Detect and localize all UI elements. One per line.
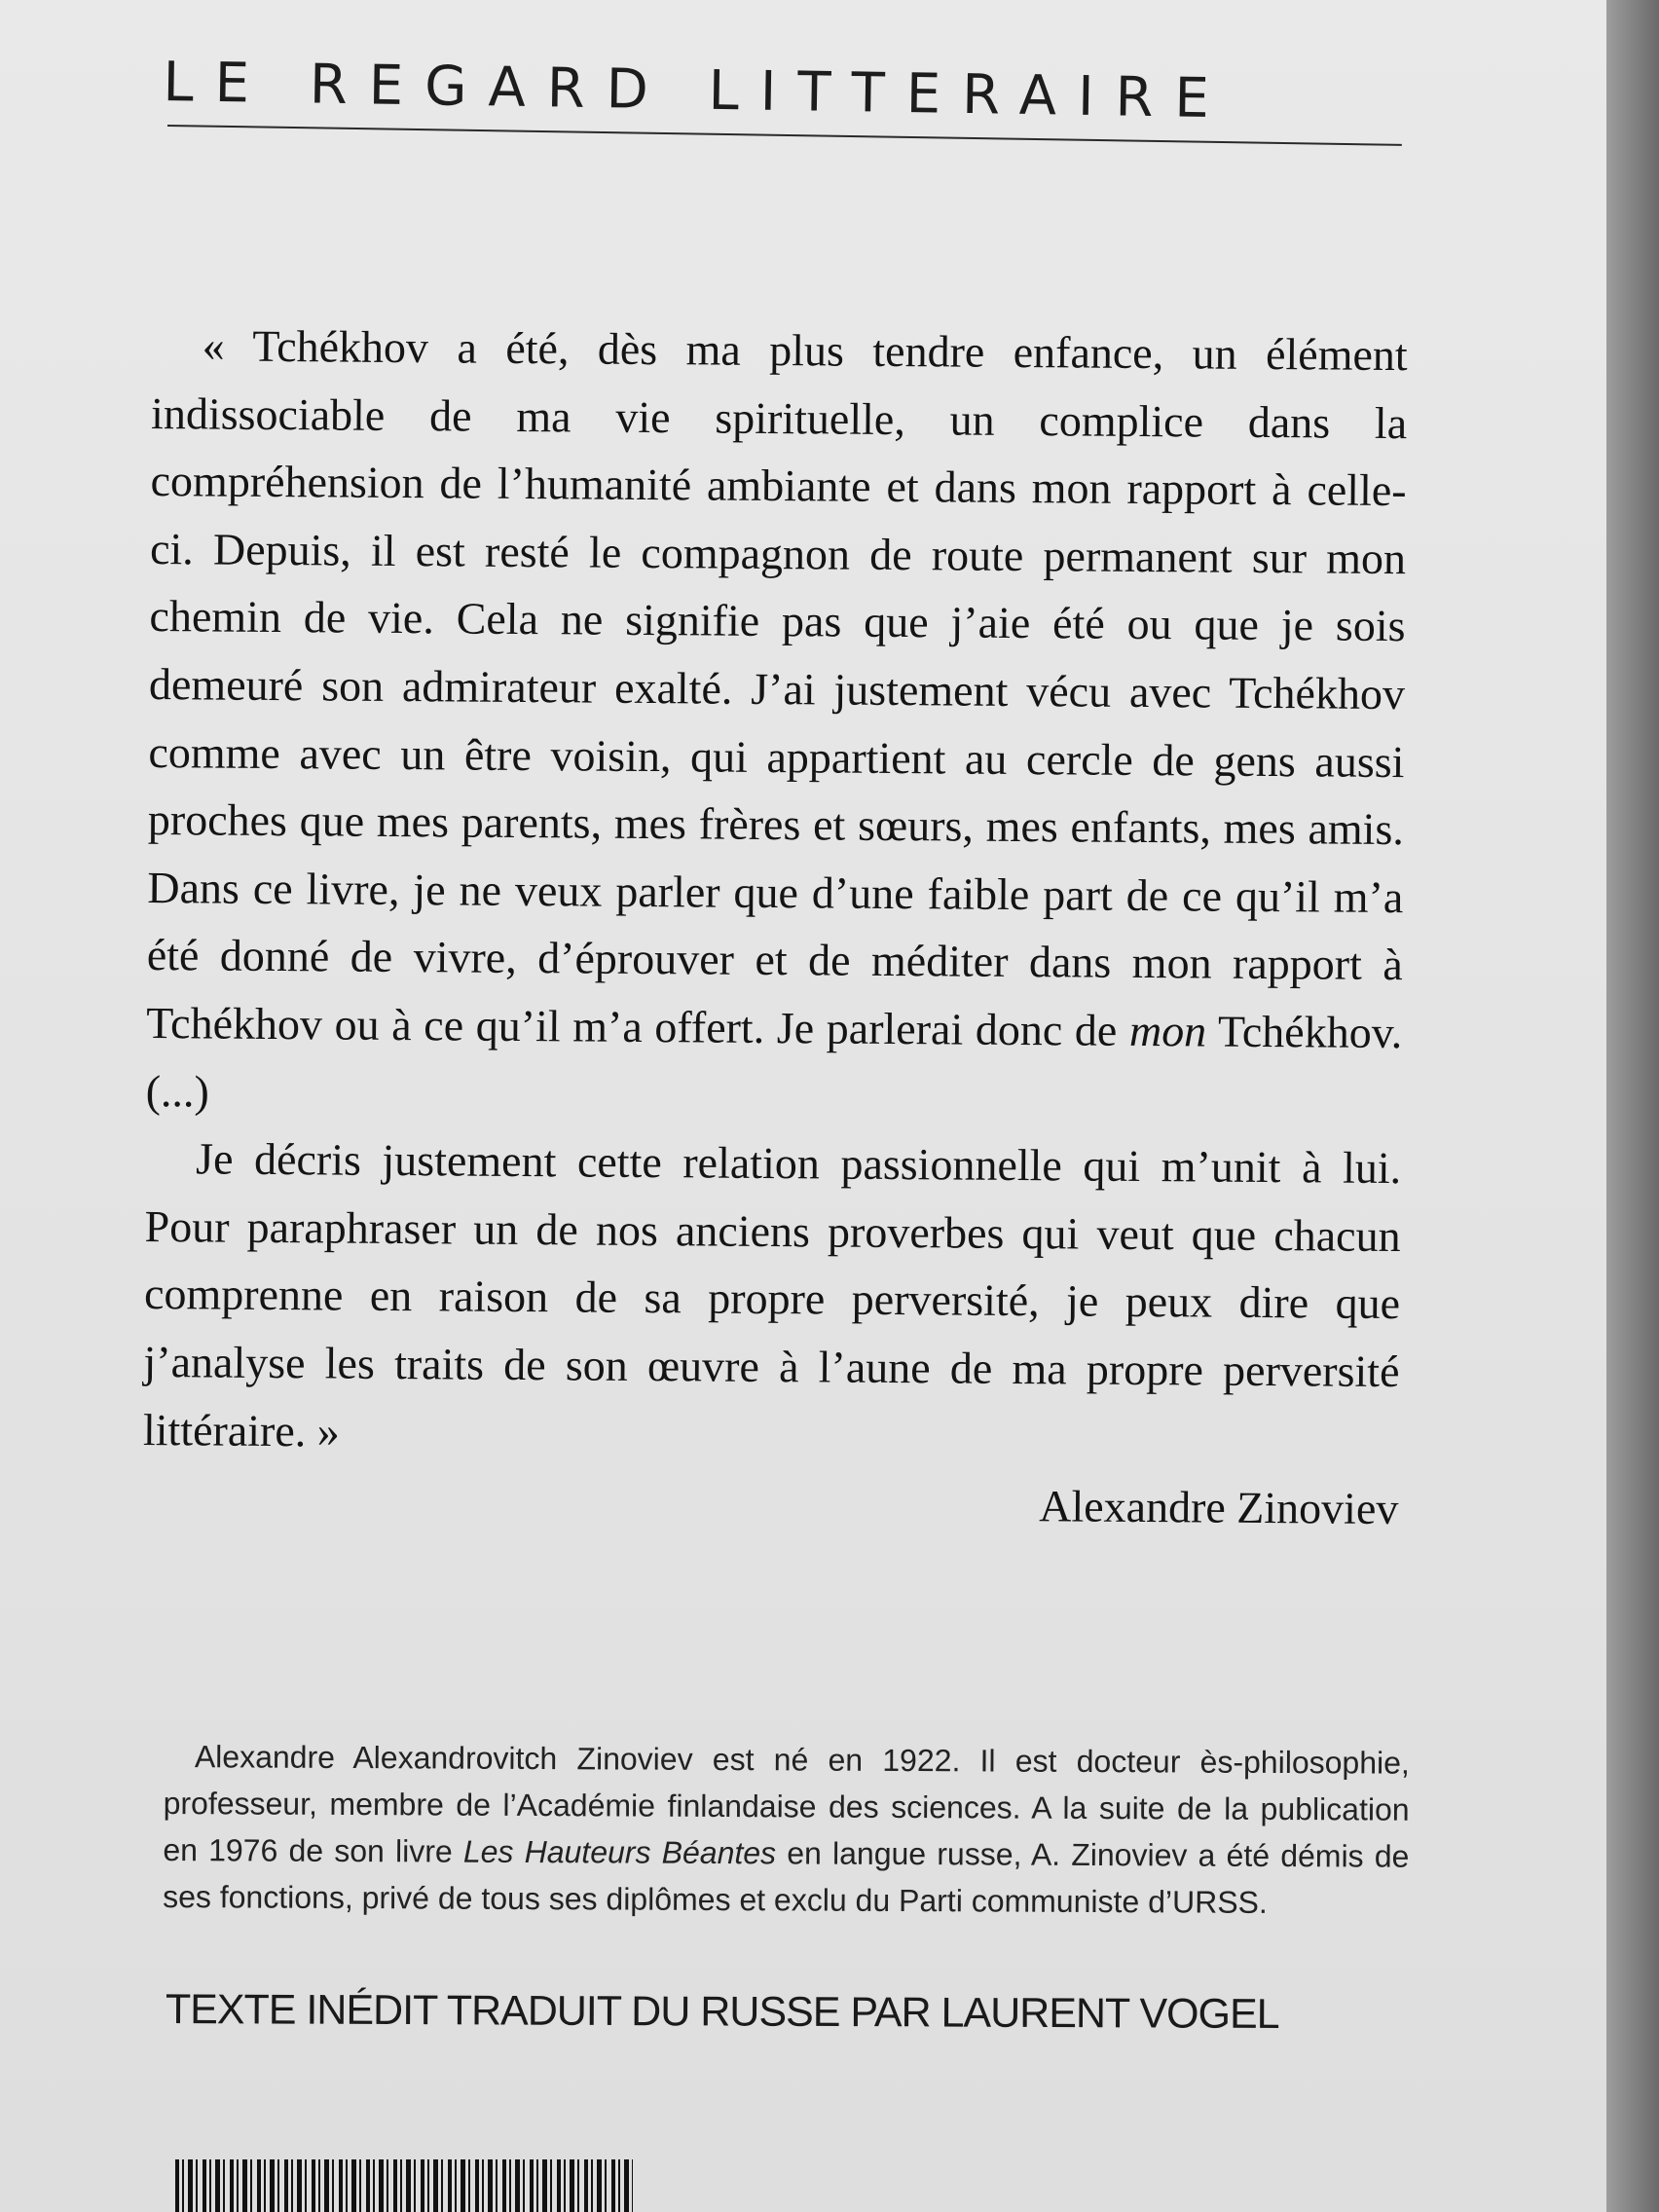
barcode xyxy=(175,2159,633,2212)
series-title: LE REGARD LITTERAIRE xyxy=(162,51,1232,131)
quote-paragraph-2: Je décris justement cette relation passionnelle qui m’unit à lui. Pour paraphraser un de nos anciens proverbes qui veut que chacun comprenne en raison de sa propre perversité, je peux dire que j’analyse les traits de son œuvre à l’aune de ma propre perversité littéraire. » xyxy=(142,1133,1402,1456)
quote-paragraph-1-text: « Tchékhov a été, dès ma plus tendre enfance, un élément indissociable de ma vie spirituelle, un complice dans la compréhension de l’humanité ambiante et dans mon rapport à celle-ci. Depuis, il est resté le compagnon de route permanent sur mon chemin de vie. Cela ne signifie pas que j’aie été ou que je sois demeuré son admirateur exalté. J’ai justement vécu avec Tchékhov comme avec un être voisin, qui appartient au cercle de gens aussi proches que mes parents, mes frères et sœurs, mes enfants, mes amis. Dans ce livre, je ne veux parler que d’une faible part de ce qu’il m’a été donné de vivre, d’éprouver et de méditer dans mon rapport à Tchékhov ou à ce qu’il m’a offert. Je parlerai donc de xyxy=(146,320,1408,1055)
book-title: Les Hauteurs Béantes xyxy=(462,1833,777,1871)
biography-paragraph xyxy=(163,1733,1410,1927)
quote-block xyxy=(142,312,1408,1543)
translator-note: TEXTE INÉDIT TRADUIT DU RUSSE PAR LAURENT VOGEL xyxy=(165,1986,1279,2038)
biography-text-end: en langue russe, A. Zinoviev a été démis de ses fonctions, privé de tous ses diplômes et exclu du Parti communiste d’URSS. xyxy=(163,1835,1410,1920)
quote-paragraph-1 xyxy=(145,312,1408,1134)
quote-signature: Alexandre Zinoviev xyxy=(1039,1481,1399,1534)
quote-paragraph-1-ending: Tchékhov. (...) xyxy=(145,1006,1403,1117)
quote-emphasis: mon xyxy=(1128,1005,1207,1056)
author-biography xyxy=(163,1733,1410,1927)
biography-text: Alexandre Alexandrovitch Zinoviev est né en 1922. Il est docteur ès-philosophie, professeur, membre de l’Académie finlandaise des sciences. A la suite de la publication en 1976 de son livre xyxy=(163,1739,1410,1869)
page-edge-shadow xyxy=(1606,0,1659,2212)
